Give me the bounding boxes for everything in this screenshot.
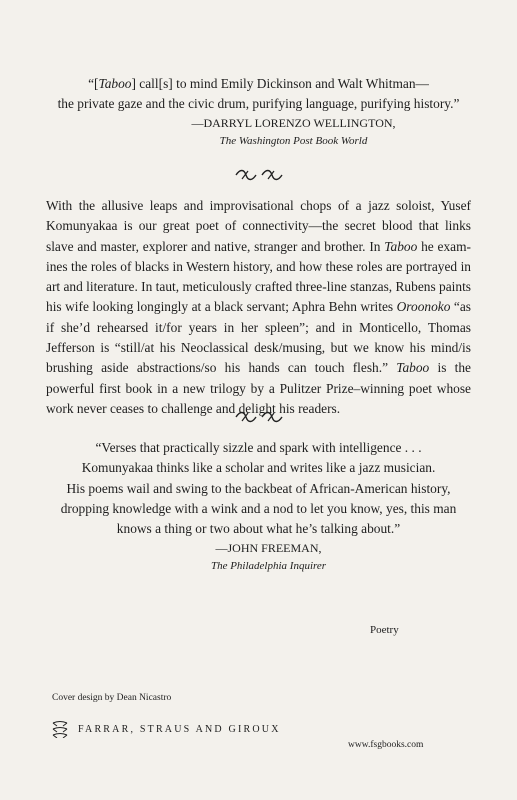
quote-rest: ] call[s] to mind Emily Dickinson and Walt Whitman— (131, 76, 429, 91)
desc-part-2: he examines the roles of blacks in Western history, and how these roles are portrayed in art and literature. In taut, meticulously crafted three-line stanzas, Rubens paints his wife looking longingly at a black servant; Aphra Behn writes (46, 238, 472, 315)
quote-open: “[ (88, 76, 99, 91)
quote-line-3: His poems wail and swing to the backbeat of African-American history, (66, 480, 451, 496)
blurb-attribution (40, 539, 477, 575)
fsg-fish-logo-icon (52, 720, 68, 738)
blurb-washington-post (0, 74, 517, 150)
quote-line-1 (40, 74, 477, 94)
blurb-publication: The Philadelphia Inquirer (210, 560, 327, 573)
quote-title: Taboo (98, 76, 132, 91)
wave-ornament-icon (0, 410, 517, 429)
publisher-block (52, 720, 281, 738)
blurb-author: —JOHN FREEMAN, (215, 541, 322, 556)
blurb-author: —DARRYL LORENZO WELLINGTON, (191, 116, 396, 130)
cover-credit: Cover design by Dean Nicastro (52, 693, 172, 703)
quote-line-2: Komunyakaa thinks like a scholar and writes like a jazz musician. (81, 460, 436, 476)
desc-title-taboo: Taboo (384, 238, 418, 254)
desc-part-4: is the powerful first book in a new trilogy by a Pulitzer Prize–winning poet whose work never ceases to challenge and delight his readers. (46, 360, 471, 416)
desc-part-1: With the allusive leaps and improvisational chops of a jazz soloist, Yusef Komunyakaa is our great poet of connectivity—the secret blood that links slave and master, explorer and native, stranger and brother. In (46, 198, 471, 254)
desc-title-taboo-2: Taboo (396, 360, 430, 376)
publisher-name: FARRAR, STRAUS AND GIROUX (78, 723, 281, 735)
genre-label: Poetry (370, 624, 399, 636)
quote-line-2: the private gaze and the civic drum, purifying language, purifying history.” (57, 96, 460, 111)
quote-line-1: “Verses that practically sizzle and spark with intelligence . . . (95, 440, 422, 455)
quote-line-4: dropping knowledge with a wink and a nod to let you know, yes, this man (60, 500, 457, 516)
blurb-attribution (40, 114, 477, 150)
book-description (0, 196, 517, 419)
desc-title-oroonoko: Oroonoko (396, 299, 451, 315)
quote-line-5: knows a thing or two about what he’s talking about.” (116, 521, 401, 537)
publisher-website[interactable]: www.fsgbooks.com (348, 740, 424, 750)
blurb-publication: The Washington Post Book World (219, 135, 368, 147)
desc-part-3: “as if she’d rehearsed it/for years in her spleen”; and in Monticello, Thomas Jefferson is “still/at his Neoclassical desk/musing, but we know his mind/is brushing aside abstractions/so his hands can touch flesh.” (46, 299, 471, 376)
wave-ornament-icon (0, 168, 517, 187)
blurb-philadelphia-inquirer (0, 438, 517, 575)
